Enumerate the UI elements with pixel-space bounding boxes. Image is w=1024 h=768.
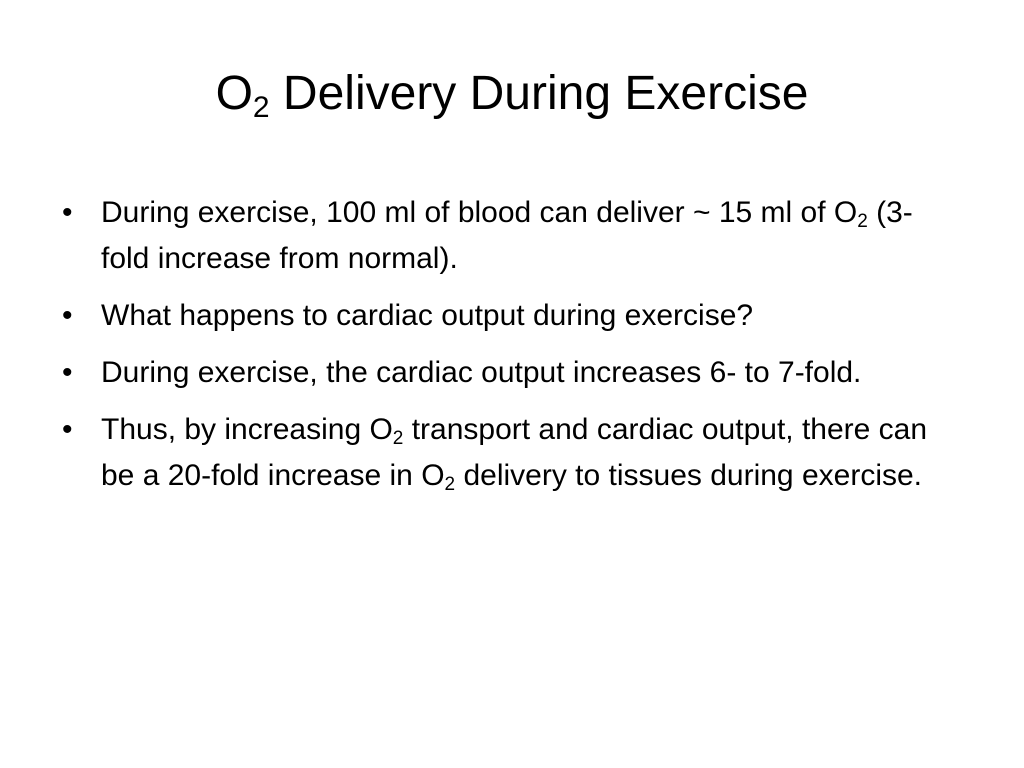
bullet-item-2 <box>60 293 960 339</box>
bullet-item-4 <box>60 407 960 499</box>
bullet-marker: • <box>62 196 73 229</box>
slide-title <box>0 62 1024 126</box>
bullet-marker: • <box>62 356 73 389</box>
title-text-rest: Delivery During Exercise <box>269 67 809 120</box>
bullet-marker: • <box>62 299 73 332</box>
bullet-subscript: 2 <box>392 428 404 449</box>
bullet-text: What happens to cardiac output during exercise? <box>101 299 754 332</box>
title-subscript: 2 <box>252 91 270 124</box>
bullet-text-continued: (3-fold increase from normal). <box>101 196 913 275</box>
bullet-text-end: delivery to tissues during exercise. <box>455 459 922 492</box>
title-text: O <box>215 67 253 120</box>
bullet-subscript: 2 <box>857 211 868 232</box>
bullet-text: During exercise, 100 ml of blood can deliver ~ 15 ml of O <box>101 196 858 229</box>
bullet-item-1 <box>60 190 960 282</box>
bullet-item-3 <box>60 350 960 396</box>
bullet-list <box>60 190 960 510</box>
bullet-marker: • <box>62 413 73 446</box>
bullet-subscript-2: 2 <box>444 474 456 495</box>
bullet-text: Thus, by increasing O <box>101 413 393 446</box>
bullet-text: During exercise, the cardiac output increases 6- to 7-fold. <box>101 356 862 389</box>
bullet-text-continued: transport and cardiac output, there can be a 20-fold increase in O <box>101 413 928 492</box>
